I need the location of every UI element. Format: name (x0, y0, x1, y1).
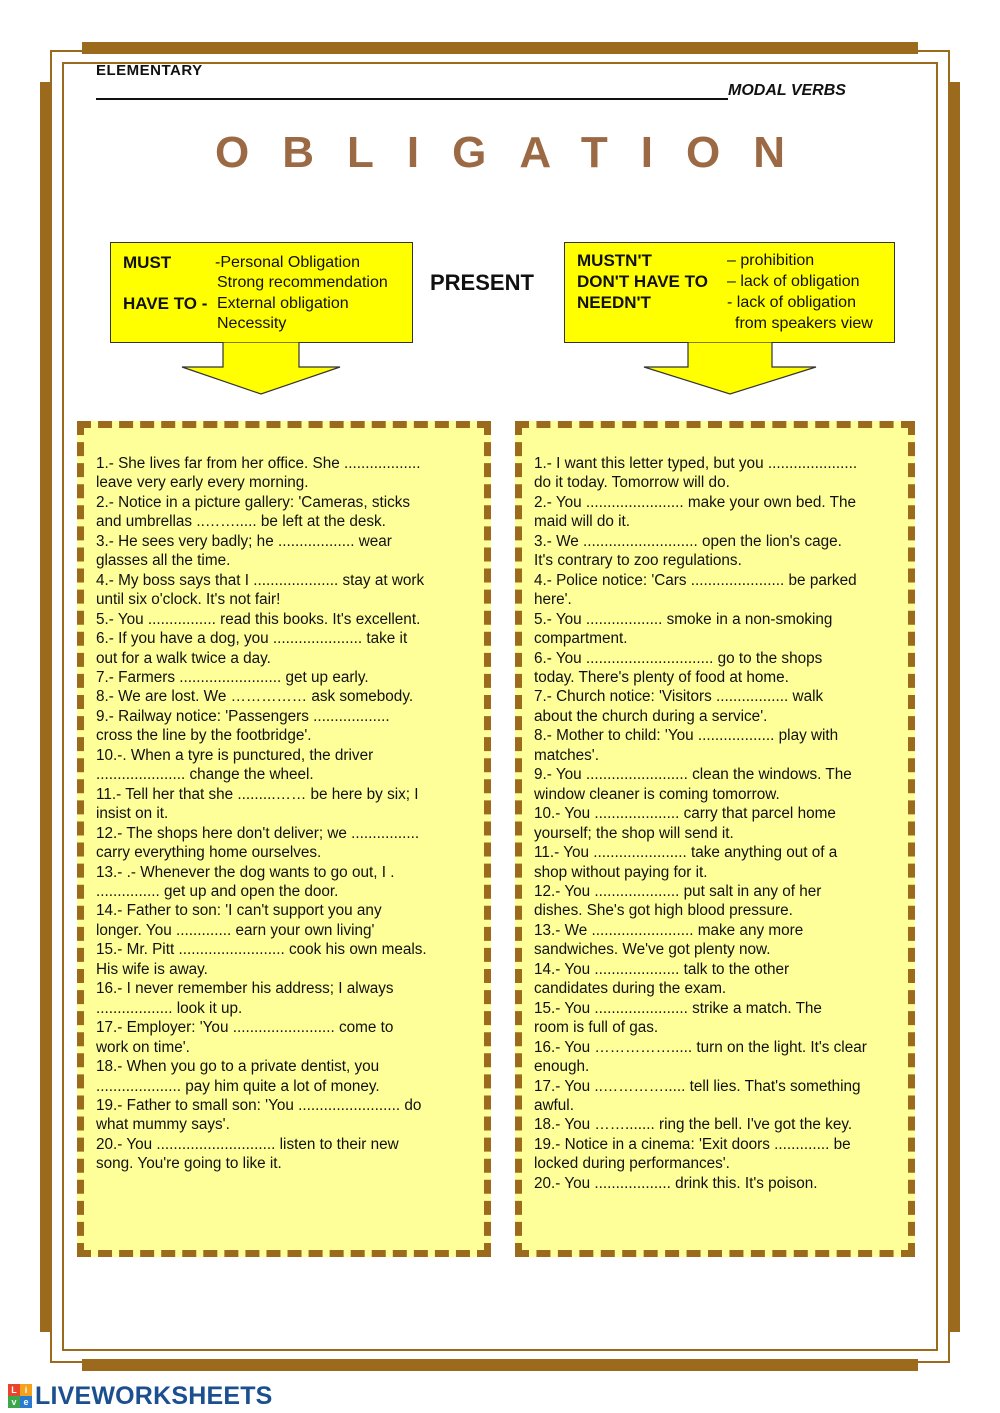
left-item-4: 4.- My boss says that I .................... stay at work until six o'clock. It's not fair! (96, 571, 425, 609)
right-item-1: 1.- I want this letter typed, but you ..................... do it today. Tomorrow will do. (534, 455, 858, 492)
left-item-18: 18.- When you go to a private dentist, you .................... pay him quite a lot of money. (96, 1058, 380, 1095)
left-item-5: 5.- You ................ read this books. It's excellent. (96, 610, 421, 628)
right-item-11: 11.- You ...................... take anything out of a shop without paying for it. (534, 844, 838, 881)
haveto-desc-1: External obligation (217, 295, 349, 312)
left-item-8: 8.- We are lost. We …………… ask somebody. (96, 688, 414, 706)
brand-name: LIVEWORKSHEETS (35, 1381, 273, 1410)
left-item-16: 16.- I never remember his address; I always .................. look it up. (96, 980, 394, 1017)
right-item-4: 4.- Police notice: 'Cars ...................... be parked here'. (534, 571, 857, 609)
mustnt-desc: – prohibition (727, 252, 815, 269)
must-desc-2: Strong recommendation (217, 274, 388, 291)
left-item-13: 13.- .- Whenever the dog wants to go out, I . ............... get up and open the door. (96, 863, 395, 900)
left-item-10: 10.-. When a tyre is punctured, the driver ..................... change the wheel. (96, 746, 374, 784)
level-label: ELEMENTARY (96, 62, 203, 79)
left-item-2: 2.- Notice in a picture gallery: 'Cameras, sticks and umbrellas ..……..... be left at the desk. (96, 493, 411, 531)
right-item-19: 19.- Notice in a cinema: 'Exit doors ............. be locked during performances'. (534, 1135, 851, 1173)
right-item-2: 2.- You ....................... make your own bed. The maid will do it. (534, 493, 856, 531)
left-item-19: 19.- Father to small son: 'You ........................ do what mummy says'. (96, 1096, 422, 1134)
left-item-7: 7.- Farmers ........................ get up early. (96, 668, 369, 686)
left-item-20: 20.- You ............................ listen to their new song. You're going to like it. (96, 1135, 399, 1173)
left-item-9: 9.- Railway notice: 'Passengers .................. cross the line by the footbridge'. (96, 707, 390, 745)
left-item-6: 6.- If you have a dog, you ..................... take it out for a walk twice a day. (96, 630, 408, 667)
neednt-desc-1: - lack of obligation (727, 294, 856, 311)
left-item-11: 11.- Tell her that she .........…… be here by six; I insist on it. (96, 785, 419, 823)
topic-label: MODAL VERBS (728, 82, 846, 99)
mustnt-label: MUSTN'T (577, 251, 652, 270)
present-label: PRESENT (430, 270, 534, 295)
right-item-15: 15.- You ...................... strike a match. The room is full of gas. (534, 999, 822, 1037)
must-haveto-box (110, 242, 413, 343)
right-down-arrow (642, 342, 818, 396)
right-item-8: 8.- Mother to child: 'You .................. play with matches'. (534, 727, 839, 764)
left-item-1: 1.- She lives far from her office. She .................. leave very early every morning. (96, 455, 421, 492)
haveto-label: HAVE TO - (123, 294, 208, 313)
must-desc-1: -Personal Obligation (215, 254, 360, 271)
left-item-15: 15.- Mr. Pitt ......................... cook his own meals. His wife is away. (96, 941, 427, 978)
right-item-17: 17.- You ..…………..... tell lies. That's something awful. (534, 1077, 861, 1114)
right-item-3: 3.- We ........................... open the lion's cage. It's contrary to zoo regulations. (534, 532, 842, 570)
exercise-list-left (96, 454, 484, 1174)
neednt-label: NEEDN'T (577, 293, 651, 312)
right-item-6: 6.- You .............................. go to the shops today. There's plenty of food at home. (534, 649, 823, 686)
right-item-14: 14.- You .................... talk to the other candidates during the exam. (534, 960, 790, 998)
right-item-12: 12.- You .................... put salt in any of her dishes. She's got high blood pressure. (534, 882, 822, 920)
right-item-18: 18.- You ……....... ring the bell. I've got the key. (534, 1116, 853, 1134)
mustnt-neednt-box (564, 242, 895, 343)
header-rule (96, 98, 728, 100)
right-item-9: 9.- You ........................ clean the windows. The window cleaner is coming tomorrow. (534, 766, 852, 803)
must-label: MUST (123, 253, 172, 272)
left-item-17: 17.- Employer: 'You ........................ come to work on time'. (96, 1019, 394, 1056)
neednt-desc-2: from speakers view (735, 315, 873, 332)
right-item-13: 13.- We ........................ make any more sandwiches. We've got plenty now. (534, 921, 804, 959)
donthave-desc: – lack of obligation (727, 273, 860, 290)
exercise-list-right (534, 454, 906, 1193)
right-item-7: 7.- Church notice: 'Visitors ................. walk about the church during a service'. (534, 688, 824, 725)
right-item-16: 16.- You ……………..... turn on the light. It's clear enough. (534, 1038, 867, 1076)
left-item-14: 14.- Father to son: 'I can't support you any longer. You ............. earn your own living' (96, 902, 382, 939)
left-item-12: 12.- The shops here don't deliver; we ................ carry everything home ourselves. (96, 824, 420, 862)
left-item-3: 3.- He sees very badly; he .................. wear glasses all the time. (96, 532, 392, 570)
logo-badge-icon: L i v e (8, 1384, 32, 1408)
right-item-20: 20.- You .................. drink this. It's poison. (534, 1174, 818, 1192)
liveworksheets-logo (8, 1382, 273, 1410)
right-item-10: 10.- You .................... carry that parcel home yourself; the shop will send it. (534, 805, 836, 842)
left-down-arrow (180, 342, 342, 396)
page-title: OBLIGATION (215, 128, 818, 177)
right-item-5: 5.- You .................. smoke in a non-smoking compartment. (534, 610, 833, 648)
haveto-desc-2: Necessity (217, 315, 287, 332)
donthave-label: DON'T HAVE TO (577, 272, 708, 291)
